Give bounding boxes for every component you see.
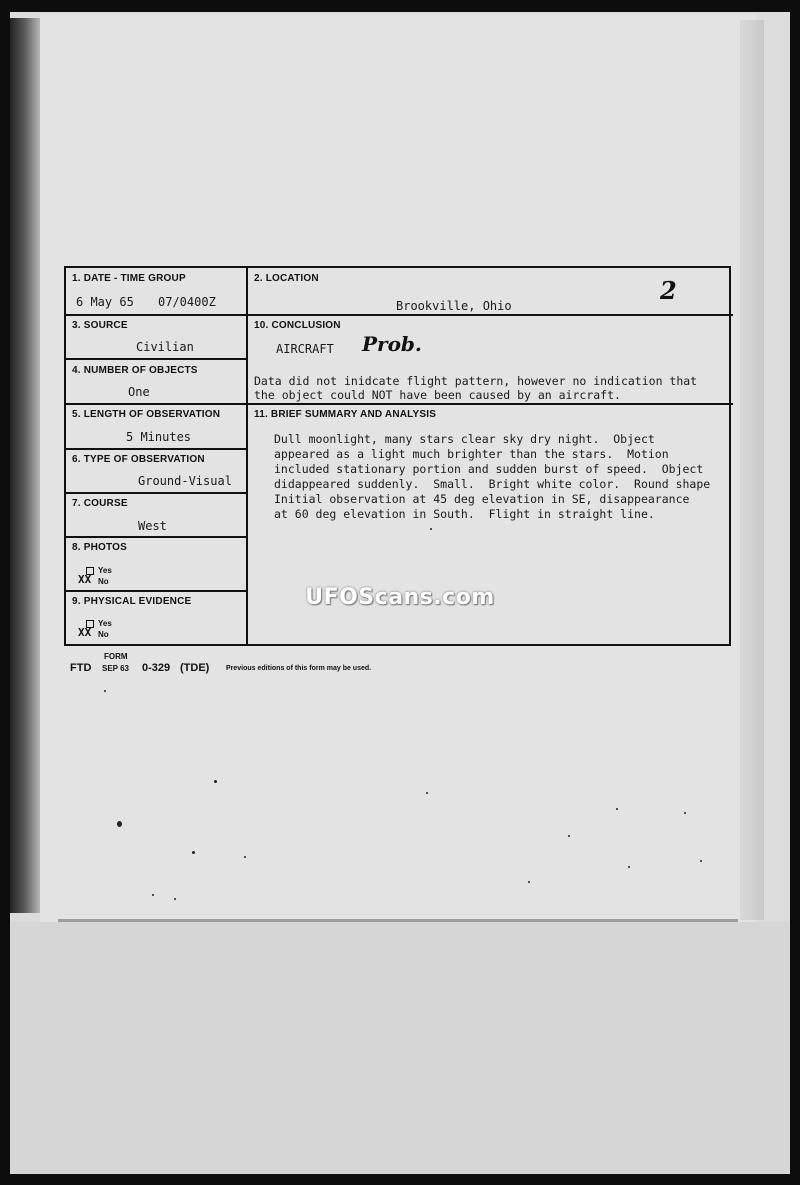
paper-speck: [174, 898, 176, 900]
location-value: Brookville, Ohio: [396, 299, 512, 313]
paper-speck: [117, 821, 122, 827]
handwritten-page-mark: 2: [660, 276, 677, 305]
photos-label: 8. PHOTOS: [72, 542, 127, 553]
paper-speck: [528, 881, 530, 883]
paper-speck: [616, 808, 618, 810]
row-divider: [66, 358, 246, 360]
summary-line-6: at 60 deg elevation in South. Flight in straight line.: [274, 507, 655, 521]
paper-speck: [244, 856, 246, 858]
summary-line-1: Dull moonlight, many stars clear sky dry night. Object: [274, 432, 655, 446]
type-of-observation-label: 6. TYPE OF OBSERVATION: [72, 454, 205, 465]
source-value: Civilian: [136, 340, 194, 354]
course-label: 7. COURSE: [72, 498, 128, 509]
physical-evidence-no-option: No: [98, 630, 109, 639]
course-value: West: [138, 519, 167, 533]
row-divider: [66, 403, 733, 405]
handwritten-conclusion-note: Prob.: [362, 332, 422, 356]
physical-evidence-label: 9. PHYSICAL EVIDENCE: [72, 596, 192, 607]
watermark: UFOScans.com: [305, 585, 495, 610]
paper-right-edge: [740, 20, 764, 920]
row-divider: [66, 448, 246, 450]
row-divider: [66, 536, 246, 538]
date-value: 6 May 65: [76, 295, 134, 309]
length-of-observation-label: 5. LENGTH OF OBSERVATION: [72, 409, 221, 420]
paper-speck: [628, 866, 630, 868]
conclusion-note-line-1: Data did not inidcate flight pattern, however no indication that: [254, 374, 698, 388]
type-of-observation-value: Ground-Visual: [138, 474, 232, 488]
summary-line-3: included stationary portion and sudden burst of speed. Object: [274, 462, 704, 476]
photos-no-typed-mark: XX: [78, 573, 92, 586]
length-of-observation-value: 5 Minutes: [126, 430, 192, 444]
page-fold-line: [58, 919, 738, 922]
footer-form-number: 0-329: [142, 662, 171, 674]
number-of-objects-label: 4. NUMBER OF OBJECTS: [72, 365, 198, 376]
photos-no-option: No: [98, 577, 109, 586]
paper-speck: [684, 812, 686, 814]
paper-speck: [700, 860, 702, 862]
date-time-group-label: 1. DATE - TIME GROUP: [72, 273, 186, 284]
paper-left-shadow: [10, 18, 44, 913]
summary-line-2: appeared as a light much brighter than the stars. Motion: [274, 447, 669, 461]
paper-speck: [426, 792, 428, 794]
physical-evidence-no-typed-mark: XX: [78, 626, 92, 639]
number-of-objects-value: One: [128, 385, 150, 399]
summary-label: 11. BRIEF SUMMARY AND ANALYSIS: [254, 409, 437, 420]
paper-speck: [152, 894, 154, 896]
footer-office: (TDE): [180, 662, 210, 674]
footer-form-word: FORM: [104, 652, 128, 661]
summary-line-5: Initial observation at 45 deg elevation in SE, disappearance: [274, 492, 690, 506]
paper-lower-page: [10, 922, 790, 1174]
paper-speck: [430, 528, 432, 530]
paper-speck: [214, 780, 217, 783]
conclusion-label: 10. CONCLUSION: [254, 320, 341, 331]
conclusion-note-line-2: the object could NOT have been caused by an aircraft.: [254, 388, 621, 402]
physical-evidence-yes-option: Yes: [86, 619, 112, 628]
source-label: 3. SOURCE: [72, 320, 128, 331]
location-label: 2. LOCATION: [254, 273, 319, 284]
footer-notice: Previous editions of this form may be used.: [226, 665, 372, 672]
paper-speck: [104, 690, 106, 692]
footer-edition: SEP 63: [102, 664, 129, 673]
conclusion-value: AIRCRAFT: [276, 342, 334, 356]
photos-yes-option: Yes: [86, 566, 112, 575]
time-value: 07/0400Z: [158, 295, 216, 309]
paper-speck: [568, 835, 570, 837]
summary-line-4: didappeared suddenly. Small. Bright white color. Round shape: [274, 477, 711, 491]
row-divider: [66, 314, 733, 316]
paper-speck: [192, 851, 195, 854]
row-divider: [66, 492, 246, 494]
footer-ftd: FTD: [70, 662, 92, 674]
